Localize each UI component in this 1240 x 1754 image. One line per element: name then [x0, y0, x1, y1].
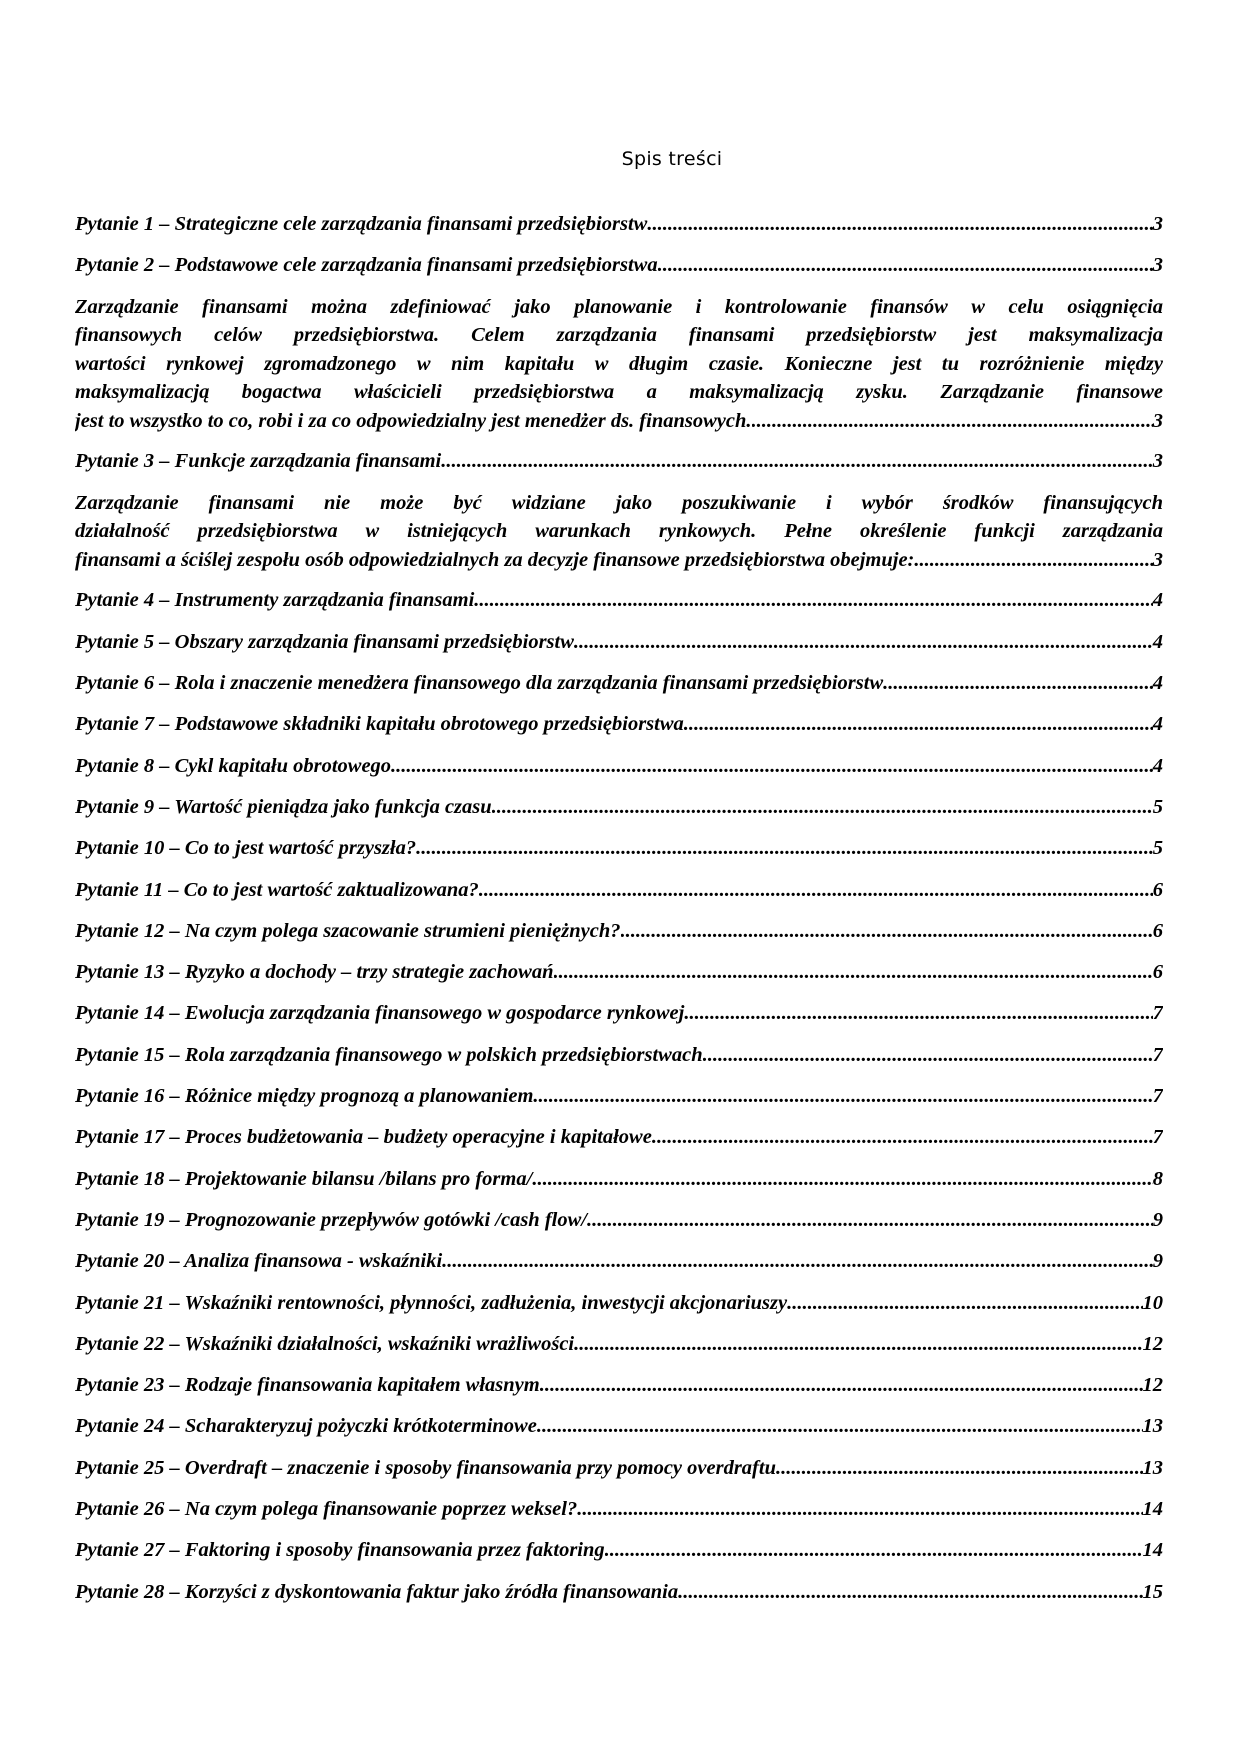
- dot-leader: [479, 876, 1153, 905]
- dot-leader: [533, 1082, 1152, 1111]
- toc-entry[interactable]: [75, 210, 1163, 239]
- toc-entry-label: Pytanie 14 – Ewolucja zarządzania finansowego w gospodarce rynkowej: [75, 1002, 685, 1025]
- toc-entry[interactable]: [75, 628, 1163, 657]
- toc-page-number: 12: [1142, 1374, 1163, 1397]
- toc-page-number: 13: [1142, 1415, 1163, 1438]
- table-of-contents: [75, 210, 1163, 1619]
- toc-page-number: 13: [1142, 1456, 1163, 1479]
- toc-entry[interactable]: [75, 1123, 1163, 1152]
- toc-entry-label: Pytanie 11 – Co to jest wartość zaktualizowana?: [75, 878, 479, 901]
- toc-page-number: 8: [1152, 1167, 1163, 1190]
- toc-entry-label: Pytanie 1 – Strategiczne cele zarządzania finansami przedsiębiorstw: [75, 213, 648, 235]
- toc-entry-label: Pytanie 26 – Na czym polega finansowanie poprzez weksel?: [75, 1498, 578, 1521]
- dot-leader: [577, 1495, 1142, 1524]
- dot-leader: [658, 251, 1153, 280]
- toc-entry-label: finansami a ściślej zespołu osób odpowiedzialnych za decyzje finansowe przedsiębiorstwa obejmuje:: [75, 548, 915, 571]
- toc-page-number: 5: [1152, 795, 1163, 818]
- dot-leader: [537, 1412, 1143, 1441]
- toc-entry-label: Pytanie 5 – Obszary zarządzania finansami przedsiębiorstw: [75, 630, 574, 653]
- toc-entry-label: Pytanie 25 – Overdraft – znaczenie i sposoby finansowania przy pomocy overdraftu: [75, 1456, 776, 1479]
- dot-leader: [587, 1206, 1153, 1235]
- toc-entry-label: Pytanie 12 – Na czym polega szacowanie strumieni pieniężnych?: [75, 919, 621, 942]
- toc-entry[interactable]: [75, 710, 1163, 739]
- toc-entry[interactable]: [75, 793, 1163, 822]
- dot-leader: [474, 586, 1152, 615]
- toc-entry-label: Pytanie 10 – Co to jest wartość przyszła?: [75, 837, 417, 860]
- toc-entry[interactable]: [75, 1206, 1163, 1235]
- dot-leader: [883, 669, 1153, 698]
- toc-entry[interactable]: [75, 999, 1163, 1028]
- toc-entry[interactable]: [75, 489, 1163, 575]
- toc-entry-line: Zarządzanie finansami można zdefiniować jako planowanie i kontrolowanie finansów w celu osiągnięcia: [75, 295, 1163, 318]
- dot-leader: [442, 1247, 1153, 1276]
- toc-entry[interactable]: [75, 1247, 1163, 1276]
- toc-page-number: 5: [1152, 837, 1163, 860]
- dot-leader: [574, 1330, 1142, 1359]
- toc-page-number: 9: [1152, 1250, 1163, 1273]
- toc-entry-label: Pytanie 28 – Korzyści z dyskontowania faktur jako źródła finansowania: [75, 1580, 679, 1603]
- dot-leader: [532, 1165, 1152, 1194]
- toc-page-number: 7: [1152, 1126, 1163, 1149]
- dot-leader: [787, 1289, 1142, 1318]
- toc-entry[interactable]: [75, 293, 1163, 436]
- toc-title: Spis treści: [621, 148, 723, 170]
- toc-entry[interactable]: [75, 1495, 1163, 1524]
- toc-entry[interactable]: [75, 1454, 1163, 1483]
- dot-leader: [605, 1536, 1143, 1565]
- toc-entry[interactable]: [75, 1412, 1163, 1441]
- toc-entry-label: jest to wszystko to co, robi i za co odpowiedzialny jest menedżer ds. finansowych.: [75, 409, 752, 432]
- toc-page-number: 6: [1152, 919, 1163, 942]
- toc-entry-label: Pytanie 19 – Prognozowanie przepływów gotówki /cash flow/: [75, 1208, 587, 1231]
- toc-entry[interactable]: [75, 1082, 1163, 1111]
- toc-page-number: 3: [1152, 213, 1163, 235]
- toc-entry-label: Pytanie 8 – Cykl kapitału obrotowego: [75, 754, 392, 777]
- toc-page-number: 3: [1152, 450, 1163, 473]
- toc-entry-label: Pytanie 16 – Różnice między prognozą a planowaniem: [75, 1085, 534, 1108]
- toc-entry[interactable]: [75, 1371, 1163, 1400]
- toc-entry[interactable]: [75, 958, 1163, 987]
- toc-entry-label: Pytanie 24 – Scharakteryzuj pożyczki krótkoterminowe: [75, 1415, 537, 1438]
- dot-leader: [540, 1371, 1143, 1400]
- dot-leader: [678, 1578, 1142, 1607]
- toc-entry[interactable]: [75, 1536, 1163, 1565]
- toc-page-number: 6: [1152, 878, 1163, 901]
- toc-page-number: 6: [1152, 961, 1163, 984]
- dot-leader: [652, 1123, 1153, 1152]
- toc-entry-label: Pytanie 4 – Instrumenty zarządzania finansami: [75, 589, 475, 612]
- toc-entry-line: Zarządzanie finansami nie może być widziane jako poszukiwanie i wybór środków finansujących: [75, 491, 1163, 514]
- toc-entry-line: wartości rynkowej zgromadzonego w nim kapitału w długim czasie. Konieczne jest tu rozróżnienie między: [75, 352, 1163, 375]
- toc-entry[interactable]: [75, 1330, 1163, 1359]
- toc-entry[interactable]: [75, 834, 1163, 863]
- toc-entry-label: Pytanie 9 – Wartość pieniądza jako funkcja czasu: [75, 795, 492, 818]
- toc-page-number: 4: [1152, 589, 1163, 612]
- dot-leader: [441, 447, 1153, 476]
- toc-entry[interactable]: [75, 752, 1163, 781]
- toc-page-number: 15: [1142, 1580, 1163, 1603]
- toc-entry-line: działalność przedsiębiorstwa w istniejących warunkach rynkowych. Pełne określenie funkcji zarządzania: [75, 520, 1163, 543]
- toc-entry-line: finansowych celów przedsiębiorstwa. Celem zarządzania finansami przedsiębiorstw jest maksymalizacja: [75, 324, 1163, 347]
- toc-page-number: 3: [1152, 254, 1163, 277]
- toc-entry-label: Pytanie 23 – Rodzaje finansowania kapitałem własnym: [75, 1374, 540, 1397]
- toc-page-number: 7: [1152, 1043, 1163, 1066]
- dot-leader: [492, 793, 1153, 822]
- dot-leader: [621, 917, 1153, 946]
- toc-page-number: 7: [1152, 1002, 1163, 1025]
- dot-leader: [703, 1041, 1153, 1070]
- toc-entry[interactable]: [75, 1041, 1163, 1070]
- dot-leader: [914, 546, 1152, 575]
- toc-entry[interactable]: [75, 917, 1163, 946]
- toc-entry[interactable]: [75, 1289, 1163, 1318]
- toc-entry-label: Pytanie 22 – Wskaźniki działalności, wskaźniki wrażliwości: [75, 1332, 575, 1355]
- dot-leader: [776, 1454, 1143, 1483]
- dot-leader: [684, 999, 1152, 1028]
- toc-page-number: 7: [1152, 1085, 1163, 1108]
- toc-page-number: 4: [1152, 713, 1163, 736]
- dot-leader: [647, 210, 1152, 239]
- toc-entry-label: Pytanie 20 – Analiza finansowa - wskaźniki: [75, 1250, 443, 1273]
- toc-page-number: 4: [1152, 672, 1163, 695]
- toc-page-number: 9: [1152, 1208, 1163, 1231]
- dot-leader: [416, 834, 1153, 863]
- toc-entry-label: Pytanie 21 – Wskaźniki rentowności, płynności, zadłużenia, inwestycji akcjonariuszy: [75, 1291, 788, 1314]
- dot-leader: [752, 407, 1153, 436]
- toc-page-number: 12: [1142, 1332, 1163, 1355]
- toc-entry-last-line: [75, 546, 1163, 575]
- toc-entry[interactable]: [75, 1578, 1163, 1607]
- dot-leader: [391, 752, 1153, 781]
- toc-entry[interactable]: [75, 876, 1163, 905]
- toc-page-number: 10: [1142, 1291, 1163, 1314]
- toc-entry[interactable]: [75, 251, 1163, 280]
- toc-entry[interactable]: [75, 586, 1163, 615]
- toc-entry[interactable]: [75, 669, 1163, 698]
- toc-page-number: 14: [1142, 1498, 1163, 1521]
- dot-leader: [574, 628, 1153, 657]
- toc-entry-label: Pytanie 6 – Rola i znaczenie menedżera finansowego dla zarządzania finansami przedsiębiorstw: [75, 672, 884, 695]
- toc-entry[interactable]: [75, 1165, 1163, 1194]
- toc-page-number: 3: [1152, 548, 1163, 571]
- toc-page-number: 3: [1152, 409, 1163, 432]
- toc-entry[interactable]: [75, 447, 1163, 476]
- toc-entry-last-line: [75, 407, 1163, 436]
- toc-entry-label: Pytanie 18 – Projektowanie bilansu /bilans pro forma/: [75, 1167, 533, 1190]
- toc-entry-label: Pytanie 27 – Faktoring i sposoby finansowania przez faktoring: [75, 1539, 605, 1562]
- toc-entry-label: Pytanie 7 – Podstawowe składniki kapitału obrotowego przedsiębiorstwa: [75, 713, 684, 736]
- toc-page-number: 4: [1152, 630, 1163, 653]
- toc-entry-label: Pytanie 13 – Ryzyko a dochody – trzy strategie zachowań: [75, 961, 554, 984]
- dot-leader: [554, 958, 1153, 987]
- toc-entry-label: Pytanie 3 – Funkcje zarządzania finansami: [75, 450, 442, 473]
- dot-leader: [684, 710, 1153, 739]
- toc-entry-label: Pytanie 2 – Podstawowe cele zarządzania finansami przedsiębiorstwa: [75, 254, 658, 277]
- toc-entry-line: maksymalizacją bogactwa właścicieli przedsiębiorstwa a maksymalizacją zysku. Zarządzanie finansowe: [75, 381, 1163, 404]
- toc-page-number: 4: [1152, 754, 1163, 777]
- toc-entry-label: Pytanie 17 – Proces budżetowania – budżety operacyjne i kapitałowe: [75, 1126, 652, 1149]
- toc-entry-label: Pytanie 15 – Rola zarządzania finansowego w polskich przedsiębiorstwach: [75, 1043, 703, 1066]
- toc-page-number: 14: [1142, 1539, 1163, 1562]
